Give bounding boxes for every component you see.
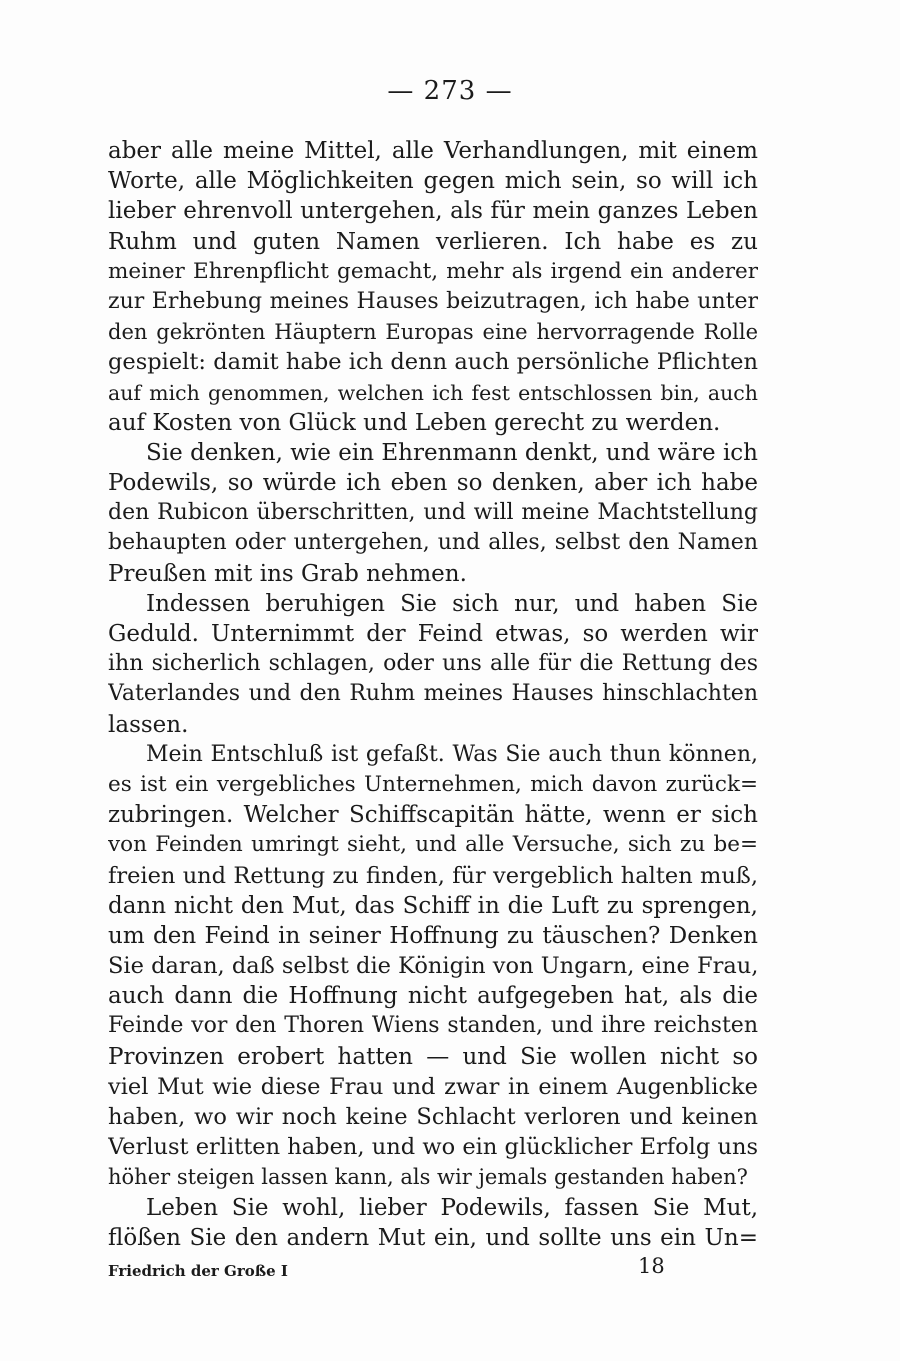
text-line: Mein Entschluß ist gefaßt. Was Sie auch thun können,	[146, 741, 758, 767]
text-line: gespielt: damit habe ich denn auch persönliche Pflichten	[108, 349, 758, 376]
text-line: lieber ehrenvoll untergehen, als für mein ganzes Leben	[108, 198, 758, 225]
text-line: lassen.	[108, 711, 189, 738]
text-line: zubringen. Welcher Schiffscapitän hätte, wenn er sich	[108, 802, 758, 829]
text-line: freien und Rettung zu finden, für vergeblich halten muß,	[108, 862, 758, 889]
text-line: auf mich genommen, welchen ich fest entschlossen bin, auch	[108, 380, 758, 405]
text-line: Sie daran, daß selbst die Königin von Ungarn, eine Frau,	[108, 953, 758, 980]
text-line: den Rubicon überschritten, und will meine Machtstellung	[108, 500, 758, 526]
text-line: Vaterlandes und den Ruhm meines Hauses hinschlachten	[108, 681, 758, 707]
text-line: Feinde vor den Thoren Wiens standen, und ihre reichsten	[108, 1013, 758, 1039]
text-line: auch dann die Hoffnung nicht aufgegeben hat, als die	[108, 983, 758, 1010]
text-line: flößen Sie den andern Mut ein, und sollte uns ein Un=	[108, 1224, 758, 1251]
text-line: höher steigen lassen kann, als wir jemals gestanden haben?	[108, 1165, 748, 1190]
page-footer	[108, 1254, 758, 1284]
text-line: es ist ein vergebliches Unternehmen, mich davon zurück=	[108, 771, 758, 797]
text-line: aber alle meine Mittel, alle Verhandlungen, mit einem	[108, 138, 758, 164]
text-line: Verlust erlitten haben, und wo ein glücklicher Erfolg uns	[108, 1134, 758, 1161]
text-line: Leben Sie wohl, lieber Podewils, fassen Sie Mut,	[146, 1194, 758, 1221]
text-line: behaupten oder untergehen, und alles, selbst den Namen	[108, 530, 758, 556]
text-line: Provinzen erobert hatten — und Sie wollen nicht so	[108, 1043, 758, 1070]
text-line: Preußen mit ins Grab nehmen.	[108, 560, 467, 587]
footer-signature: Friedrich der Große I	[108, 1262, 288, 1280]
text-line: um den Feind in seiner Hoffnung zu täuschen? Denken	[108, 922, 758, 949]
page-number-header: — 273 —	[387, 76, 513, 106]
text-line: Indessen beruhigen Sie sich nur, und haben Sie	[146, 590, 758, 617]
text-line: auf Kosten von Glück und Leben gerecht zu werden.	[108, 409, 721, 436]
text-line: haben, wo wir noch keine Schlacht verloren und keinen	[108, 1104, 758, 1130]
body-text	[108, 136, 758, 1253]
text-line: den gekrönten Häuptern Europas eine hervorragende Rolle	[108, 320, 758, 345]
text-line: Worte, alle Möglichkeiten gegen mich sein, so will ich	[108, 168, 758, 195]
text-line: ihn sicherlich schlagen, oder uns alle für die Rettung des	[108, 651, 758, 677]
text-line: viel Mut wie diese Frau und zwar in einem Augenblicke	[108, 1073, 758, 1100]
text-line: Ruhm und guten Namen verlieren. Ich habe es zu	[108, 228, 758, 255]
text-line: Sie denken, wie ein Ehrenmann denkt, und wäre ich	[146, 439, 758, 466]
footer-sheet-number: 18	[638, 1254, 665, 1278]
text-line: zur Erhebung meines Hauses beizutragen, ich habe unter	[108, 288, 758, 314]
text-line: Podewils, so würde ich eben so denken, aber ich habe	[108, 470, 758, 497]
text-line: meiner Ehrenpflicht gemacht, mehr als irgend ein anderer	[108, 258, 758, 284]
text-line: Geduld. Unternimmt der Feind etwas, so werden wir	[108, 621, 758, 647]
text-line: dann nicht den Mut, das Schiff in die Luft zu sprengen,	[108, 892, 758, 919]
text-line: von Feinden umringt sieht, und alle Versuche, sich zu be=	[108, 832, 758, 858]
